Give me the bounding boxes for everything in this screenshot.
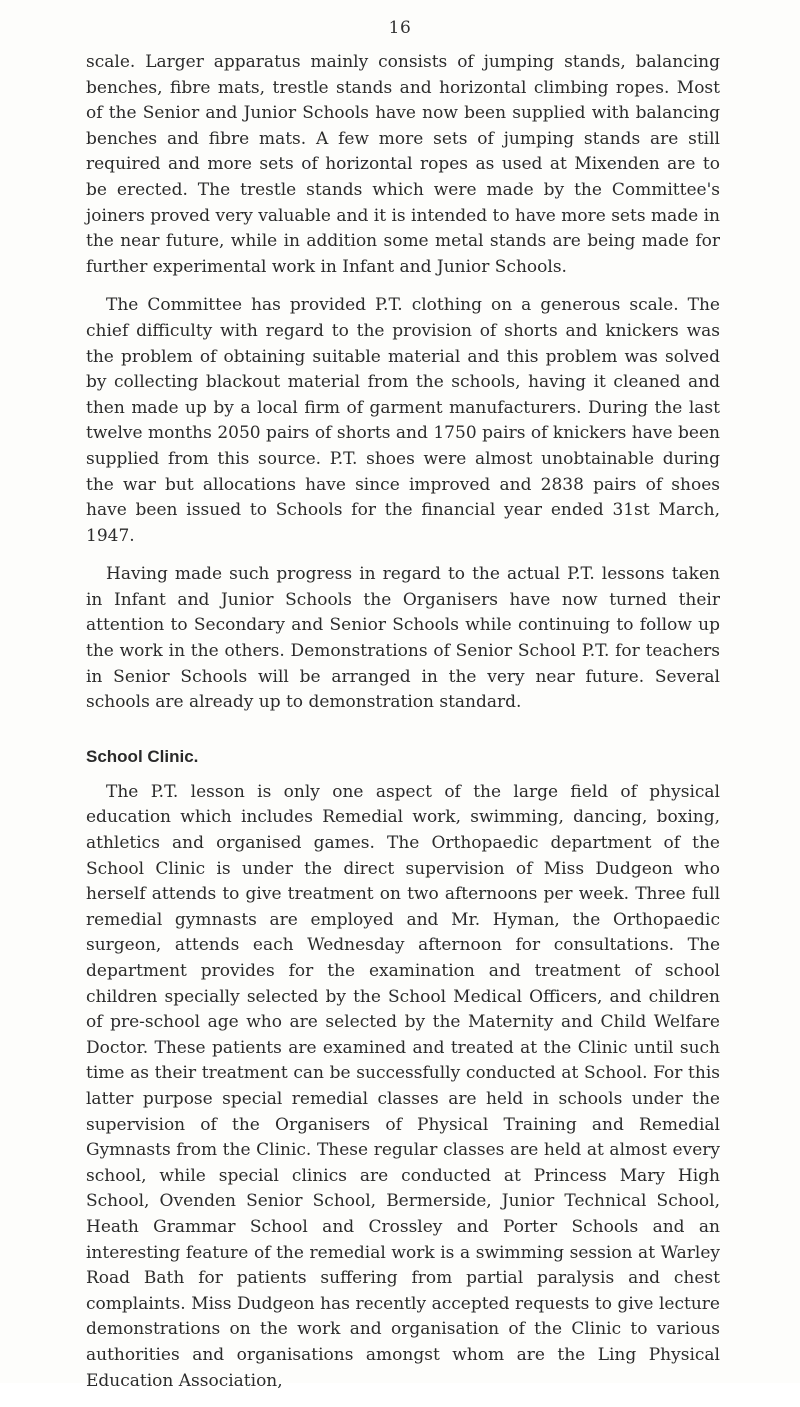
- paragraph-apparatus: scale. Larger apparatus mainly consists of jumping stands, balancing benches, fibre mats, trestle stands and horizontal climbing ropes. Most of the Senior and Junior Schools have now been supplied with balancing benches and fibre mats. A few more sets of jumping stands are still required and more sets of horizontal ropes as used at Mixenden are to be erected. The trestle stands which were made by the Committee's joiners proved very valuable and it is intended to have more sets made in the near future, while in addition some metal stands are being made for further experimental work in Infant and Junior Schools.: [86, 52, 720, 277]
- paragraph-school-clinic: The P.T. lesson is only one aspect of the large field of physical education which includes Remedial work, swimming, dancing, boxing, athletics and organised games. The Orthopaedic department of the School Clinic is under the direct supervision of Miss Dudgeon who herself attends to give treatment on two afternoons per week. Three full remedial gymnasts are employed and Mr. Hyman, the Orthopaedic surgeon, attends each Wednesday afternoon for consultations. The department provides for the examination and treatment of school children specially selected by the School Medical Officers, and children of pre-school age who are selected by the Maternity and Child Welfare Doctor. These patients are examined and treated at the Clinic until such time as their treatment can be successfully conducted at School. For this latter purpose special remedial classes are held in schools under the supervision of the Organisers of Physical Training and Remedial Gymnasts from the Clinic. These regular classes are held at almost every school, while special clinics are conducted at Princess Mary High School, Ovenden Senior School, Bermerside, Junior Technical School, Heath Grammar School and Crossley and Porter Schools and an interesting feature of the remedial work is a swimming session at Warley Road Bath for patients suffering from partial paralysis and chest complaints. Miss Dudgeon has recently accepted requests to give lecture demonstrations on the work and organisation of the Clinic to various authorities and organisations amongst whom are the Ling Physical Education Association,: [86, 781, 720, 1391]
- paragraph-clothing: The Committee has provided P.T. clothing on a generous scale. The chief difficulty with regard to the provision of shorts and knickers was the problem of obtaining suitable material and this problem was solved by collecting blackout material from the schools, having it cleaned and then made up by a local firm of garment manufacturers. During the last twelve months 2050 pairs of shorts and 1750 pairs of knickers have been supplied from this source. P.T. shoes were almost unobtainable during the war but allocations have since improved and 2838 pairs of shoes have been issued to Schools for the financial year ended 31st March, 1947.: [86, 295, 720, 546]
- section-heading-school-clinic: School Clinic.: [86, 746, 199, 766]
- page-number: 16: [388, 18, 412, 38]
- page-body: [86, 50, 720, 1407]
- paragraph-progress: Having made such progress in regard to the actual P.T. lessons taken in Infant and Junior Schools the Organisers have now turned their attention to Secondary and Senior Schools while continuing to follow up the work in the others. Demonstrations of Senior School P.T. for teachers in Senior Schools will be arranged in the very near future. Several schools are already up to demonstration standard.: [86, 564, 720, 713]
